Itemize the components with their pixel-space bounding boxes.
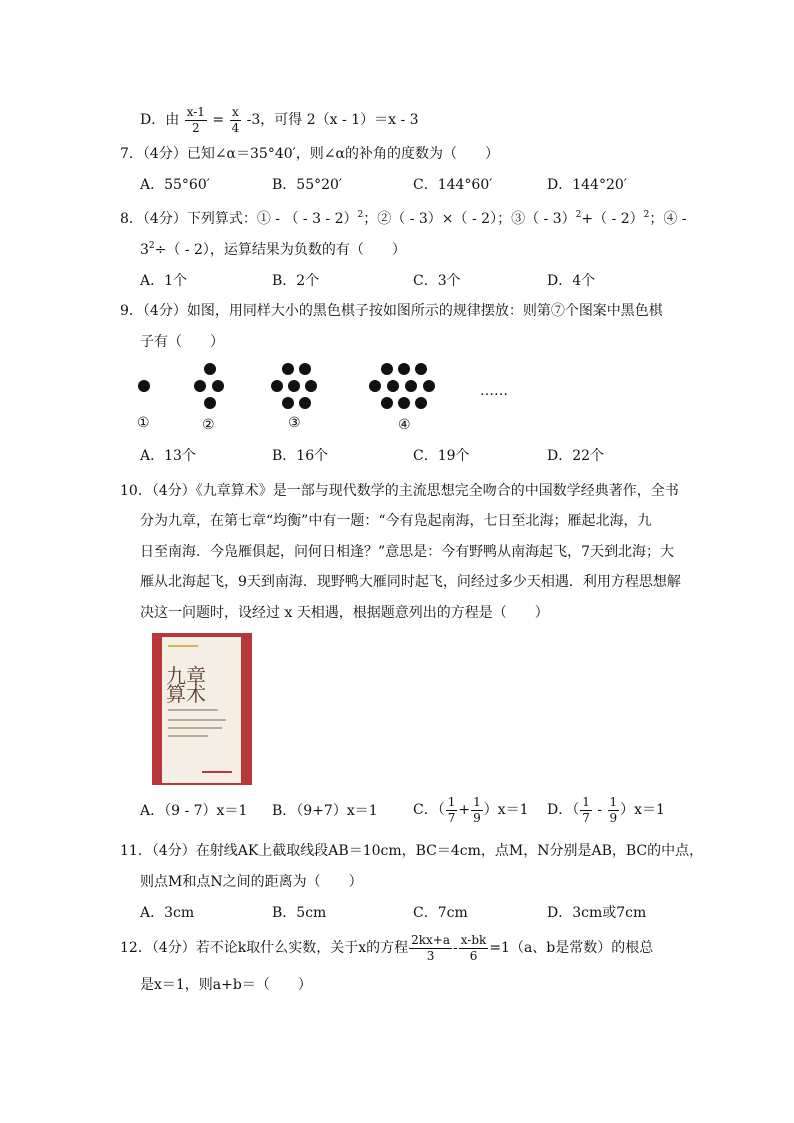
q9-option-b: B．16个 (272, 448, 329, 464)
q9-option-c: C．19个 (413, 448, 470, 464)
q11-line2: 则点M和点N之间的距离为（ ） (140, 874, 363, 890)
q10-line1: 10．（4分）《九章算术》是一部与现代数学的主流思想完全吻合的中国数学经典著作，全书 (120, 483, 679, 499)
q8-stem-line1: 8．（4分）下列算式：① - （ - 3 - 2）$^2$；②（ - 3）×（ - 2）；③（ - 3）$^2$+（ - 2）$^2$；④ - (120, 210, 687, 227)
book-title: 九章算术 (166, 664, 206, 706)
q12-line2: 是x＝1，则a+b＝（ ） (140, 977, 312, 993)
chess-piece (381, 363, 393, 375)
pattern-label-1: ① (137, 415, 150, 431)
q7-option-b: B．55°20′ (272, 177, 343, 193)
chess-piece (204, 363, 216, 375)
chess-piece (288, 380, 300, 392)
chess-piece (387, 380, 399, 392)
q10-line4: 雁从北海起飞，9天到南海．现野鸭大雁同时起飞，问经过多少天相遇．利用方程思想解 (140, 574, 681, 590)
fraction: $\frac{x-1}{2}$ (186, 105, 205, 135)
chess-piece (299, 397, 311, 409)
pattern-label-2: ② (202, 417, 215, 433)
q7-option-c: C．144°60′ (413, 177, 493, 193)
q8-option-d: D．4个 (547, 273, 596, 289)
chess-piece (282, 397, 294, 409)
q10-line5: 决这一问题时，设经过 x 天相遇，根据题意列出的方程是（ ） (140, 605, 549, 621)
q8-option-a: A．1个 (140, 273, 188, 289)
q10-option-a: A．（9 - 7）x＝1 (140, 803, 248, 819)
q7-stem: 7．（4分）已知∠α＝35°40′，则∠α的补角的度数为（ ） (120, 146, 499, 162)
q11-option-a: A．3cm (140, 905, 195, 921)
q10-option-b: B．（9+7）x＝1 (272, 803, 378, 819)
chess-piece (398, 363, 410, 375)
q6-option-d: D．由 $\frac{x-1}{2}$ = $\frac{x}{4}$ -3，可得 2（x - 1）＝x - 3 (140, 105, 419, 135)
q8-option-b: B．2个 (272, 273, 320, 289)
q9-option-d: D．22个 (547, 448, 605, 464)
chess-piece (204, 397, 216, 409)
chess-piece (305, 380, 317, 392)
chess-piece (381, 397, 393, 409)
book-cover-image (152, 633, 252, 785)
q8-stem-line2: $3^2\div( - 2)$，运算结果为负数的有（ ） (140, 241, 406, 258)
chess-piece (415, 363, 427, 375)
book-cover-panel (162, 637, 241, 783)
chess-piece (138, 380, 150, 392)
q7-option-a: A．55°60′ (140, 177, 210, 193)
chess-piece (415, 397, 427, 409)
q11-line1: 11．（4分）在射线AK上截取线段AB＝10cm，BC＝4cm，点M，N分别是AB，BC的中点， (120, 843, 704, 859)
q9-stem-line1: 9．（4分）如图，用同样大小的黑色棋子按如图所示的规律摆放：则第⑦个图案中黑色棋 (120, 303, 663, 319)
q9-option-a: A．13个 (140, 448, 196, 464)
chess-piece (423, 380, 435, 392)
chess-piece (271, 380, 283, 392)
chess-piece (398, 397, 410, 409)
q11-option-c: C．7cm (413, 905, 468, 921)
chess-piece (282, 363, 294, 375)
chess-piece (405, 380, 417, 392)
q10-option-d: D．（ $\frac{1}{7}$ - $\frac{1}{9}$ ）x＝1 (547, 795, 665, 825)
fraction: $\frac{x}{4}$ (231, 105, 240, 135)
q8-option-c: C．3个 (413, 273, 461, 289)
q12-line1: 12．（4分）若不论k取什么实数，关于x的方程 $\frac{2kx+a}{3}$ - $\frac{x-bk}{6}$ =1（a、b是常数）的根总 (120, 933, 654, 963)
pattern-label-3: ③ (288, 415, 301, 431)
q9-stem-line2: 子有（ ） (140, 334, 224, 350)
q10-line3: 日至南海．今凫雁俱起，问何日相逢？”意思是：今有野鸭从南海起飞，7天到北海；大 (140, 544, 675, 560)
q11-option-d: D．3cm或7cm (547, 905, 647, 921)
chess-piece (194, 380, 206, 392)
pattern-ellipsis: …… (480, 383, 508, 399)
pattern-label-4: ④ (398, 417, 411, 433)
chess-piece (299, 363, 311, 375)
q10-option-c: C．（ $\frac{1}{7}$ + $\frac{1}{9}$ ）x＝1 (413, 795, 529, 825)
chess-piece (369, 380, 381, 392)
q7-option-d: D．144°20′ (547, 177, 627, 193)
chess-piece (212, 380, 224, 392)
q10-line2: 分为九章，在第七章“均衡”中有一题：“今有凫起南海，七日至北海；雁起北海，九 (140, 513, 652, 529)
q11-option-b: B．5cm (272, 905, 327, 921)
